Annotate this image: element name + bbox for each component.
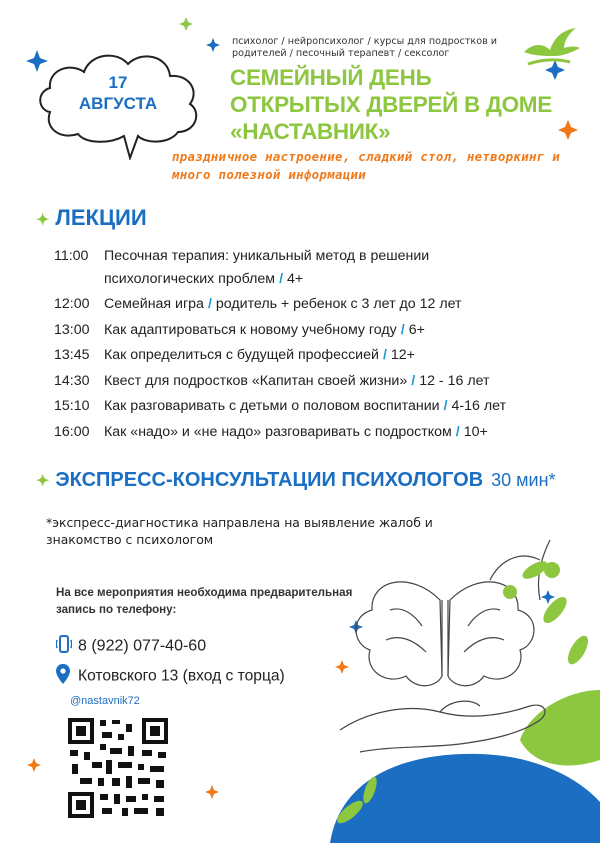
separator-slash: / bbox=[411, 372, 416, 389]
lecture-age: 4-16 лет bbox=[451, 398, 507, 414]
leaf-icon bbox=[564, 633, 592, 668]
lecture-item bbox=[54, 420, 594, 446]
lecture-name: Как определиться с будущей профессией bbox=[104, 347, 379, 363]
lecture-time: 16:00 bbox=[54, 423, 90, 440]
express-duration: 30 мин* bbox=[491, 470, 556, 490]
lecture-item bbox=[54, 343, 594, 369]
leaf-icon bbox=[539, 593, 570, 627]
phone-number[interactable]: 8 (922) 077-40-60 bbox=[78, 637, 207, 655]
lecture-item bbox=[54, 394, 594, 420]
phone-row bbox=[56, 634, 206, 659]
event-date-day: 17 bbox=[108, 73, 128, 92]
sparkle-icon bbox=[558, 120, 578, 140]
event-subtitle: праздничное настроение, сладкий стол, нетворкинг и много полезной информации bbox=[172, 149, 560, 182]
lecture-item bbox=[54, 244, 594, 292]
lectures-list bbox=[54, 244, 594, 445]
hand-outline bbox=[340, 705, 545, 752]
lecture-age: 12+ bbox=[390, 347, 415, 363]
express-note: *экспресс-диагностика направлена на выявление жалоб и знакомство с психологом bbox=[46, 515, 433, 547]
lecture-time: 14:30 bbox=[54, 372, 90, 389]
brain-outline bbox=[448, 582, 534, 686]
express-heading bbox=[36, 466, 556, 492]
lectures-heading bbox=[36, 205, 147, 231]
separator-slash: / bbox=[443, 398, 448, 414]
lecture-name: Семейная игра bbox=[104, 296, 204, 312]
lecture-item bbox=[54, 369, 594, 395]
event-date bbox=[58, 72, 178, 114]
lecture-time: 12:00 bbox=[54, 296, 90, 312]
flower-icon bbox=[503, 585, 517, 599]
lecture-age: 10+ bbox=[463, 423, 488, 440]
lecture-time: 13:45 bbox=[54, 347, 90, 363]
lecture-age: 4+ bbox=[287, 270, 304, 287]
sparkle-icon: ✦ bbox=[36, 212, 50, 229]
registration-note: На все мероприятия необходима предварительная запись по телефону: bbox=[56, 586, 353, 616]
lecture-name: Как адаптироваться к новому учебному году bbox=[104, 321, 397, 338]
separator-slash: / bbox=[382, 347, 387, 363]
lecture-name: Песочная терапия: уникальный метод в решении bbox=[104, 248, 430, 264]
lecture-name-continued: психологических проблем bbox=[104, 270, 276, 287]
qr-code-graphic bbox=[66, 716, 170, 820]
lecture-age: 12 - 16 лет bbox=[419, 372, 490, 389]
lectures-heading-text: ЛЕКЦИИ bbox=[55, 205, 147, 230]
flower-icon bbox=[544, 562, 560, 578]
sparkle-icon bbox=[205, 785, 219, 799]
brain-hand-illustration bbox=[330, 540, 600, 843]
green-leaf-shape bbox=[520, 690, 600, 765]
lecture-name: Как «надо» и «не надо» разговаривать с подростком bbox=[104, 423, 452, 440]
page-title: СЕМЕЙНЫЙ ДЕНЬ ОТКРЫТЫХ ДВЕРЕЙ В ДОМЕ «НАСТАВНИК» bbox=[230, 65, 552, 144]
separator-slash: / bbox=[455, 423, 460, 440]
specialties-line: психолог / нейропсихолог / курсы для подростков и родителей / песочный терапевт / сексолог bbox=[232, 36, 498, 59]
separator-slash: / bbox=[279, 270, 284, 287]
sparkle-icon: ✦ bbox=[36, 473, 50, 490]
qr-code-icon[interactable] bbox=[66, 716, 170, 820]
separator-slash: / bbox=[207, 296, 212, 312]
separator-slash: / bbox=[400, 321, 405, 338]
social-handle[interactable]: @nastavnik72 bbox=[70, 695, 140, 707]
sparkle-icon bbox=[179, 17, 193, 31]
lecture-name: Как разговаривать с детьми о половом воспитании bbox=[104, 398, 440, 414]
address-text: Котовского 13 (вход с торца) bbox=[78, 667, 285, 685]
lecture-item bbox=[54, 318, 594, 344]
lecture-time: 15:10 bbox=[54, 398, 90, 414]
express-heading-text: ЭКСПРЕСС-КОНСУЛЬТАЦИИ ПСИХОЛОГОВ bbox=[55, 469, 484, 491]
lecture-time: 13:00 bbox=[54, 321, 90, 338]
sparkle-icon bbox=[27, 758, 41, 772]
phone-icon bbox=[56, 634, 78, 659]
lecture-time: 11:00 bbox=[54, 248, 89, 264]
address-row bbox=[56, 664, 285, 689]
location-pin-icon bbox=[56, 664, 78, 689]
brain-outline bbox=[356, 582, 442, 686]
lecture-item bbox=[54, 292, 594, 318]
lecture-name: Квест для подростков «Капитан своей жизни» bbox=[104, 372, 408, 389]
event-date-month: АВГУСТА bbox=[78, 94, 158, 113]
lecture-age: 6+ bbox=[408, 321, 425, 338]
lecture-age: родитель + ребенок с 3 лет до 12 лет bbox=[215, 296, 462, 312]
